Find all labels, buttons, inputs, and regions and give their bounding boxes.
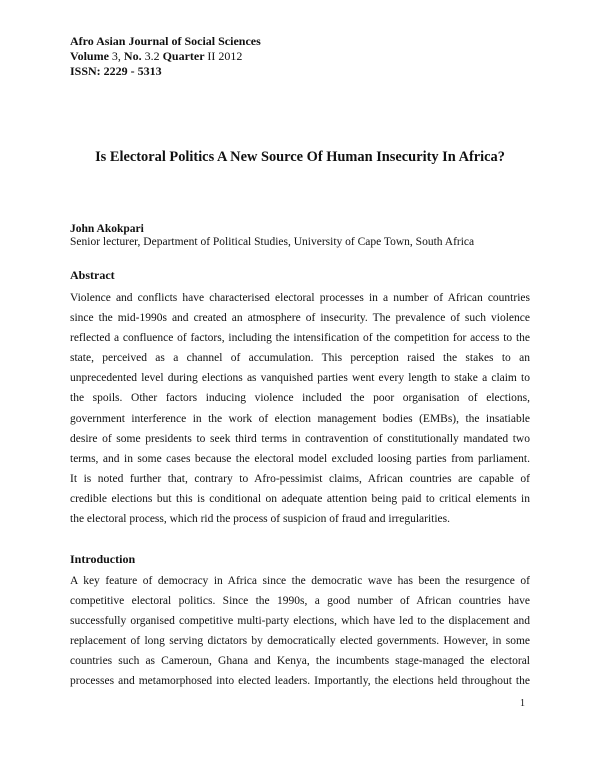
volume-number: 3, (111, 49, 121, 63)
journal-issn: ISSN: 2229 - 5313 (70, 64, 162, 78)
abstract-line: credible elections but this is conditional on adequate attention being paid to critical elements in (70, 492, 530, 505)
page-number: 1 (520, 698, 525, 709)
article-title: Is Electoral Politics A New Source Of Human Insecurity In Africa? (95, 149, 505, 165)
author-affiliation: Senior lecturer, Department of Political Studies, University of Cape Town, South Africa (70, 236, 475, 248)
abstract-heading: Abstract (70, 268, 115, 282)
introduction-heading: Introduction (70, 552, 136, 566)
issue-number: 3.2 (144, 49, 160, 63)
abstract-line: since the mid-1990s and created an atmosphere of insecurity. The prevalence of such violence (70, 312, 530, 325)
introduction-line: successfully organised competitive multi-party elections, which have led to the displacement and (70, 615, 530, 628)
issue-label: No. (123, 49, 142, 63)
introduction-line: countries such as Cameroun, Ghana and Kenya, the incumbents stage-managed the electoral (70, 655, 530, 668)
abstract-line: Violence and conflicts have characterised electoral processes in a number of African countries (70, 292, 530, 304)
introduction-line: processes and metamorphosed into elected leaders. Importantly, the elections held throughout the (70, 675, 530, 688)
introduction-body (70, 571, 530, 692)
author-name: John Akokpari (70, 223, 144, 235)
abstract-line: state, perceived as a channel of accumulation. This perception raised the stakes to an (70, 352, 530, 365)
abstract-line: It is noted further that, contrary to Afro-pessimist claims, African countries are capable of (70, 472, 530, 485)
abstract-line: desire of some presidents to seek third terms in contravention of constitutionally mandated two (70, 432, 530, 445)
abstract-line: terms, and in some cases because the electoral model excluded loosing parties from parliament. (70, 452, 530, 465)
abstract-line: the spoils. Other factors inducing violence included the poor organisation of elections, (70, 392, 530, 405)
volume-label: Volume (70, 49, 109, 63)
abstract-line: government interference in the work of election management bodies (EMBs), the insatiable (70, 412, 530, 425)
quarter-label: Quarter (162, 49, 205, 63)
journal-header (70, 34, 261, 79)
abstract-body (70, 288, 530, 529)
abstract-line: the electoral process, which rid the process of suspicion of fraud and irregularities. (70, 513, 451, 526)
introduction-line: replacement of long serving dictators by democratically elected governments. However, in some (70, 635, 530, 648)
journal-volume-issue (70, 49, 261, 64)
quarter-value: II 2012 (207, 49, 243, 63)
abstract-line: reflected a confluence of factors, including the intensification of the competition for access to the (70, 332, 530, 345)
abstract-line: unprecedented level during elections as vanquished parties went every length to stake a claim to (70, 372, 530, 385)
introduction-line: competitive electoral politics. Since the 1990s, a good number of African countries have (70, 595, 530, 608)
journal-name: Afro Asian Journal of Social Sciences (70, 34, 261, 48)
introduction-line: A key feature of democracy in Africa since the democratic wave has been the resurgence of (70, 575, 530, 587)
